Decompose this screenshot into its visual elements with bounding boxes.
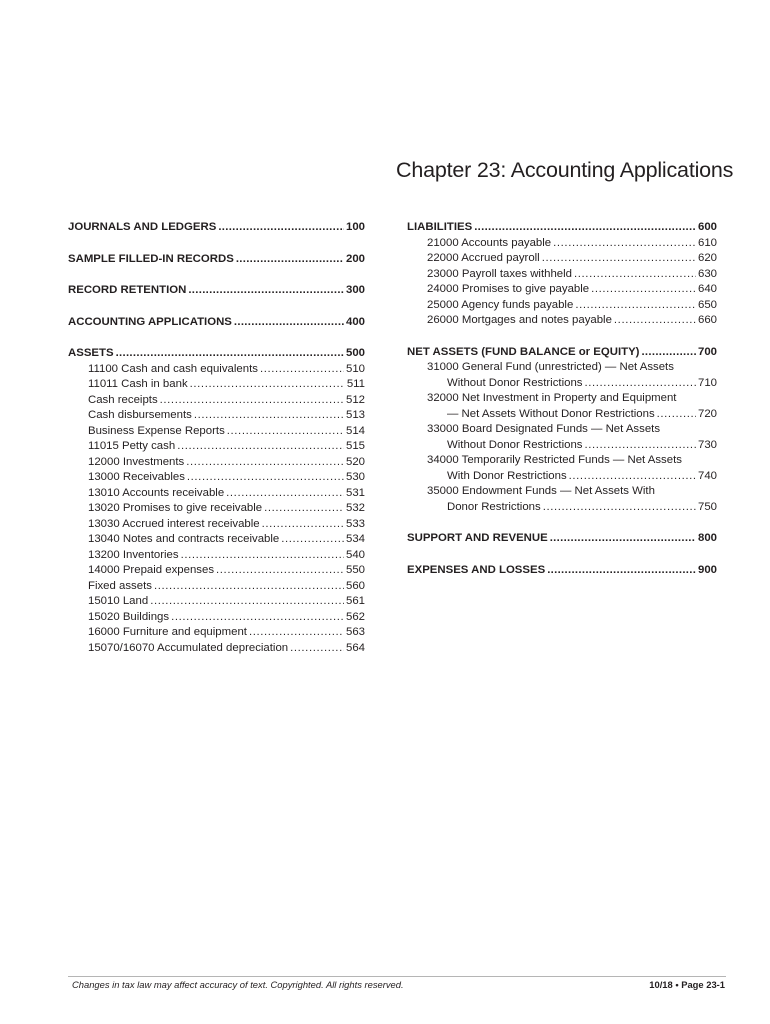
toc-entry-expenses-and-losses[interactable] <box>407 563 717 579</box>
leader-dots <box>641 345 696 361</box>
toc-entry-page: 630 <box>697 267 717 280</box>
toc-entry-label: Without Donor Restrictions <box>447 438 583 451</box>
toc-entry-page: 300 <box>345 284 365 296</box>
toc-entry-furniture-and-equipment[interactable] <box>68 625 365 641</box>
toc-entry-label: — Net Assets Without Donor Restrictions <box>447 407 655 420</box>
toc-entry-page: 514 <box>345 424 365 437</box>
toc-entry-label: 22000 Accrued payroll <box>427 252 540 264</box>
toc-entry-endowment-funds[interactable] <box>407 484 717 515</box>
leader-dots <box>569 469 696 485</box>
leader-dots <box>160 393 344 409</box>
toc-entry-label-line1: 32000 Net Investment in Property and Equipment <box>427 392 677 404</box>
toc-entry-fixed-assets[interactable] <box>68 579 365 595</box>
toc-entry-label: NET ASSETS (FUND BALANCE or EQUITY) <box>407 345 640 358</box>
leader-dots <box>614 313 696 329</box>
leader-dots <box>236 252 344 268</box>
leader-dots <box>177 439 344 455</box>
toc-entry-page: 540 <box>345 548 365 561</box>
toc-entry-label: 15070/16070 Accumulated depreciation <box>88 641 289 654</box>
leader-dots <box>584 376 696 392</box>
toc-entry-label: SUPPORT AND REVENUE <box>407 532 548 544</box>
leader-dots <box>591 282 696 298</box>
leader-dots <box>584 438 696 454</box>
toc-entry-accounts-payable[interactable] <box>407 236 717 252</box>
toc-left-column <box>68 220 365 656</box>
toc-entry-page: 531 <box>345 486 365 499</box>
leader-dots <box>290 641 344 657</box>
toc-entry-label: Cash receipts <box>88 393 158 406</box>
toc-entry-page: 660 <box>697 314 717 326</box>
toc-entry-page: 800 <box>697 532 717 544</box>
toc-entry-page: 720 <box>697 407 717 420</box>
toc-entry-label-line1: 35000 Endowment Funds — Net Assets With <box>427 485 655 497</box>
leader-dots <box>657 407 696 423</box>
toc-entry-label: 14000 Prepaid expenses <box>88 564 215 576</box>
leader-dots <box>575 298 696 314</box>
toc-entry-prepaid-expenses[interactable] <box>68 563 365 579</box>
leader-dots <box>226 486 344 502</box>
toc-entry-label: 11100 Cash and cash equivalents <box>88 362 258 375</box>
toc-entry-label: 13200 Inventories <box>88 548 179 561</box>
leader-dots <box>188 283 344 299</box>
toc-entry-label: 12000 Investments <box>88 455 185 468</box>
toc-entry-label: 23000 Payroll taxes withheld <box>427 267 573 280</box>
toc-entry-page: 740 <box>697 469 717 482</box>
toc-entry-receivables[interactable] <box>68 470 365 486</box>
toc-entry-inventories[interactable] <box>68 548 365 564</box>
toc-entry-page: 700 <box>697 345 717 358</box>
toc-entry-accrued-interest-receivable[interactable] <box>68 517 365 533</box>
toc-entry-label: JOURNALS AND LEDGERS <box>68 221 217 233</box>
toc-entry-agency-funds-payable[interactable] <box>407 298 717 314</box>
leader-dots <box>150 594 344 610</box>
toc-entry-label: 11015 Petty cash <box>88 440 176 452</box>
leader-dots <box>542 251 696 267</box>
toc-entry-page: 900 <box>697 563 717 576</box>
toc-entry-business-expense-reports[interactable] <box>68 424 365 440</box>
toc-entry-page: 513 <box>345 409 365 421</box>
chapter-title: Chapter 23: Accounting Applications <box>396 158 734 182</box>
toc-entry-promises-to-give-receivable[interactable] <box>68 501 365 517</box>
toc-right-column <box>407 220 717 578</box>
toc-entry-label: 11011 Cash in bank <box>88 378 188 390</box>
toc-entry-label: 13040 Notes and contracts receivable <box>88 533 280 545</box>
toc-entry-page: 600 <box>697 221 717 233</box>
leader-dots <box>190 377 345 393</box>
toc-entry-label: 15020 Buildings <box>88 610 170 623</box>
toc-entry-page: 650 <box>697 298 717 311</box>
toc-entry-label: EXPENSES AND LOSSES <box>407 563 546 576</box>
toc-entry-cash-in-bank[interactable] <box>68 377 365 393</box>
toc-entry-buildings[interactable] <box>68 610 365 626</box>
toc-entry-label: With Donor Restrictions <box>447 469 567 482</box>
toc-entry-label: 13000 Receivables <box>88 471 185 483</box>
toc-entry-label: LIABILITIES <box>407 221 473 233</box>
toc-entry-label: 25000 Agency funds payable <box>427 298 574 311</box>
toc-entry-page: 560 <box>345 579 365 592</box>
toc-entry-page: 561 <box>345 595 365 607</box>
leader-dots <box>227 424 344 440</box>
toc-entry-temporarily-restricted-funds[interactable] <box>407 453 717 484</box>
toc-entry-accrued-payroll[interactable] <box>407 251 717 267</box>
leader-dots <box>154 579 344 595</box>
toc-entry-liabilities[interactable] <box>407 220 717 236</box>
leader-dots <box>187 470 344 486</box>
toc-entry-label: 21000 Accounts payable <box>427 236 552 249</box>
toc-entry-label: SAMPLE FILLED-IN RECORDS <box>68 252 234 265</box>
footer-divider <box>68 976 726 977</box>
toc-entry-cash-and-cash-equivalents[interactable] <box>68 362 365 378</box>
toc-entry-label: Cash disbursements <box>88 409 192 421</box>
toc-entry-page: 562 <box>345 610 365 623</box>
toc-entry-accounting-applications[interactable] <box>68 315 365 331</box>
toc-entry-page: 750 <box>697 500 717 513</box>
toc-entry-page: 511 <box>346 378 365 390</box>
leader-dots <box>474 220 696 236</box>
footer-page-number: 10/18 • Page 23-1 <box>649 979 725 990</box>
leader-dots <box>281 532 344 548</box>
toc-entry-label: Business Expense Reports <box>88 424 225 437</box>
toc-entry-label: 16000 Furniture and equipment <box>88 626 247 638</box>
toc-entry-record-retention[interactable] <box>68 283 365 299</box>
toc-entry-page: 563 <box>345 626 365 638</box>
leader-dots <box>216 563 344 579</box>
toc-entry-label-line2 <box>407 407 717 423</box>
toc-entry-page: 200 <box>345 252 365 265</box>
toc-entry-page: 730 <box>697 438 717 451</box>
toc-entry-page: 532 <box>345 502 365 514</box>
toc-entry-page: 710 <box>697 376 717 389</box>
toc-entry-label: 13020 Promises to give receivable <box>88 502 263 514</box>
toc-entry-label: ASSETS <box>68 347 114 359</box>
toc-entry-label: 26000 Mortgages and notes payable <box>427 314 612 326</box>
toc-entry-investments[interactable] <box>68 455 365 471</box>
toc-entry-general-fund[interactable] <box>407 360 717 391</box>
toc-entry-label: Donor Restrictions <box>447 500 541 513</box>
toc-entry-net-assets[interactable] <box>407 345 717 361</box>
toc-entry-page: 100 <box>345 221 365 233</box>
footer-copyright-note: Changes in tax law may affect accuracy of text. Copyrighted. All rights reserved. <box>72 979 404 990</box>
toc-entry-label-line1: 33000 Board Designated Funds — Net Assets <box>427 423 661 435</box>
leader-dots <box>550 531 696 547</box>
toc-entry-page: 512 <box>345 393 365 406</box>
toc-entry-label: 15010 Land <box>88 595 149 607</box>
toc-entry-label: RECORD RETENTION <box>68 284 187 296</box>
toc-entry-mortgages-and-notes-payable[interactable] <box>407 313 717 329</box>
toc-entry-petty-cash[interactable] <box>68 439 365 455</box>
toc-entry-promises-to-give-payable[interactable] <box>407 282 717 298</box>
toc-entry-accounts-receivable[interactable] <box>68 486 365 502</box>
toc-entry-label-line2 <box>407 469 717 485</box>
toc-entry-label-line2 <box>407 376 717 392</box>
toc-entry-land[interactable] <box>68 594 365 610</box>
toc-entry-page: 640 <box>697 283 717 295</box>
toc-entry-sample-filled-in-records[interactable] <box>68 252 365 268</box>
toc-entry-page: 533 <box>345 517 365 530</box>
toc-entry-page: 400 <box>345 315 365 328</box>
leader-dots <box>218 220 344 236</box>
toc-entry-journals-and-ledgers[interactable] <box>68 220 365 236</box>
toc-entry-cash-receipts[interactable] <box>68 393 365 409</box>
leader-dots <box>262 517 344 533</box>
leader-dots <box>171 610 344 626</box>
leader-dots <box>574 267 696 283</box>
toc-entry-label-line1: 31000 General Fund (unrestricted) — Net Assets <box>427 361 674 373</box>
toc-entry-notes-and-contracts-receivable[interactable] <box>68 532 365 548</box>
toc-entry-label: ACCOUNTING APPLICATIONS <box>68 315 232 328</box>
leader-dots <box>249 625 344 641</box>
toc-entry-page: 500 <box>345 347 365 359</box>
toc-entry-label: 13010 Accounts receivable <box>88 486 225 499</box>
leader-dots <box>543 500 696 516</box>
toc-entry-page: 510 <box>345 362 365 375</box>
toc-entry-board-designated-funds[interactable] <box>407 422 717 453</box>
toc-entry-page: 530 <box>345 471 365 483</box>
toc-entry-page: 610 <box>697 236 717 249</box>
toc-entry-assets[interactable] <box>68 346 365 362</box>
toc-entry-net-investment-property[interactable] <box>407 391 717 422</box>
toc-entry-page: 550 <box>345 564 365 576</box>
toc-entry-payroll-taxes-withheld[interactable] <box>407 267 717 283</box>
leader-dots <box>547 563 696 579</box>
toc-entry-page: 534 <box>345 533 365 545</box>
leader-dots <box>553 236 696 252</box>
toc-entry-label: 24000 Promises to give payable <box>427 283 590 295</box>
toc-entry-label: 13030 Accrued interest receivable <box>88 517 260 530</box>
toc-entry-label-line1: 34000 Temporarily Restricted Funds — Net Assets <box>427 454 682 466</box>
toc-entry-label-line2 <box>407 438 717 454</box>
leader-dots <box>194 408 344 424</box>
toc-entry-support-and-revenue[interactable] <box>407 531 717 547</box>
toc-entry-page: 620 <box>697 252 717 264</box>
leader-dots <box>234 315 344 331</box>
toc-entry-page: 520 <box>345 455 365 468</box>
toc-entry-cash-disbursements[interactable] <box>68 408 365 424</box>
toc-entry-accumulated-depreciation[interactable] <box>68 641 365 657</box>
leader-dots <box>260 362 344 378</box>
toc-entry-label-line2 <box>407 500 717 516</box>
toc-entry-label: Without Donor Restrictions <box>447 376 583 389</box>
toc-entry-label: Fixed assets <box>88 579 152 592</box>
leader-dots <box>186 455 344 471</box>
leader-dots <box>264 501 344 517</box>
leader-dots <box>116 346 344 362</box>
toc-entry-page: 515 <box>345 440 365 452</box>
leader-dots <box>181 548 344 564</box>
toc-entry-page: 564 <box>345 641 365 654</box>
